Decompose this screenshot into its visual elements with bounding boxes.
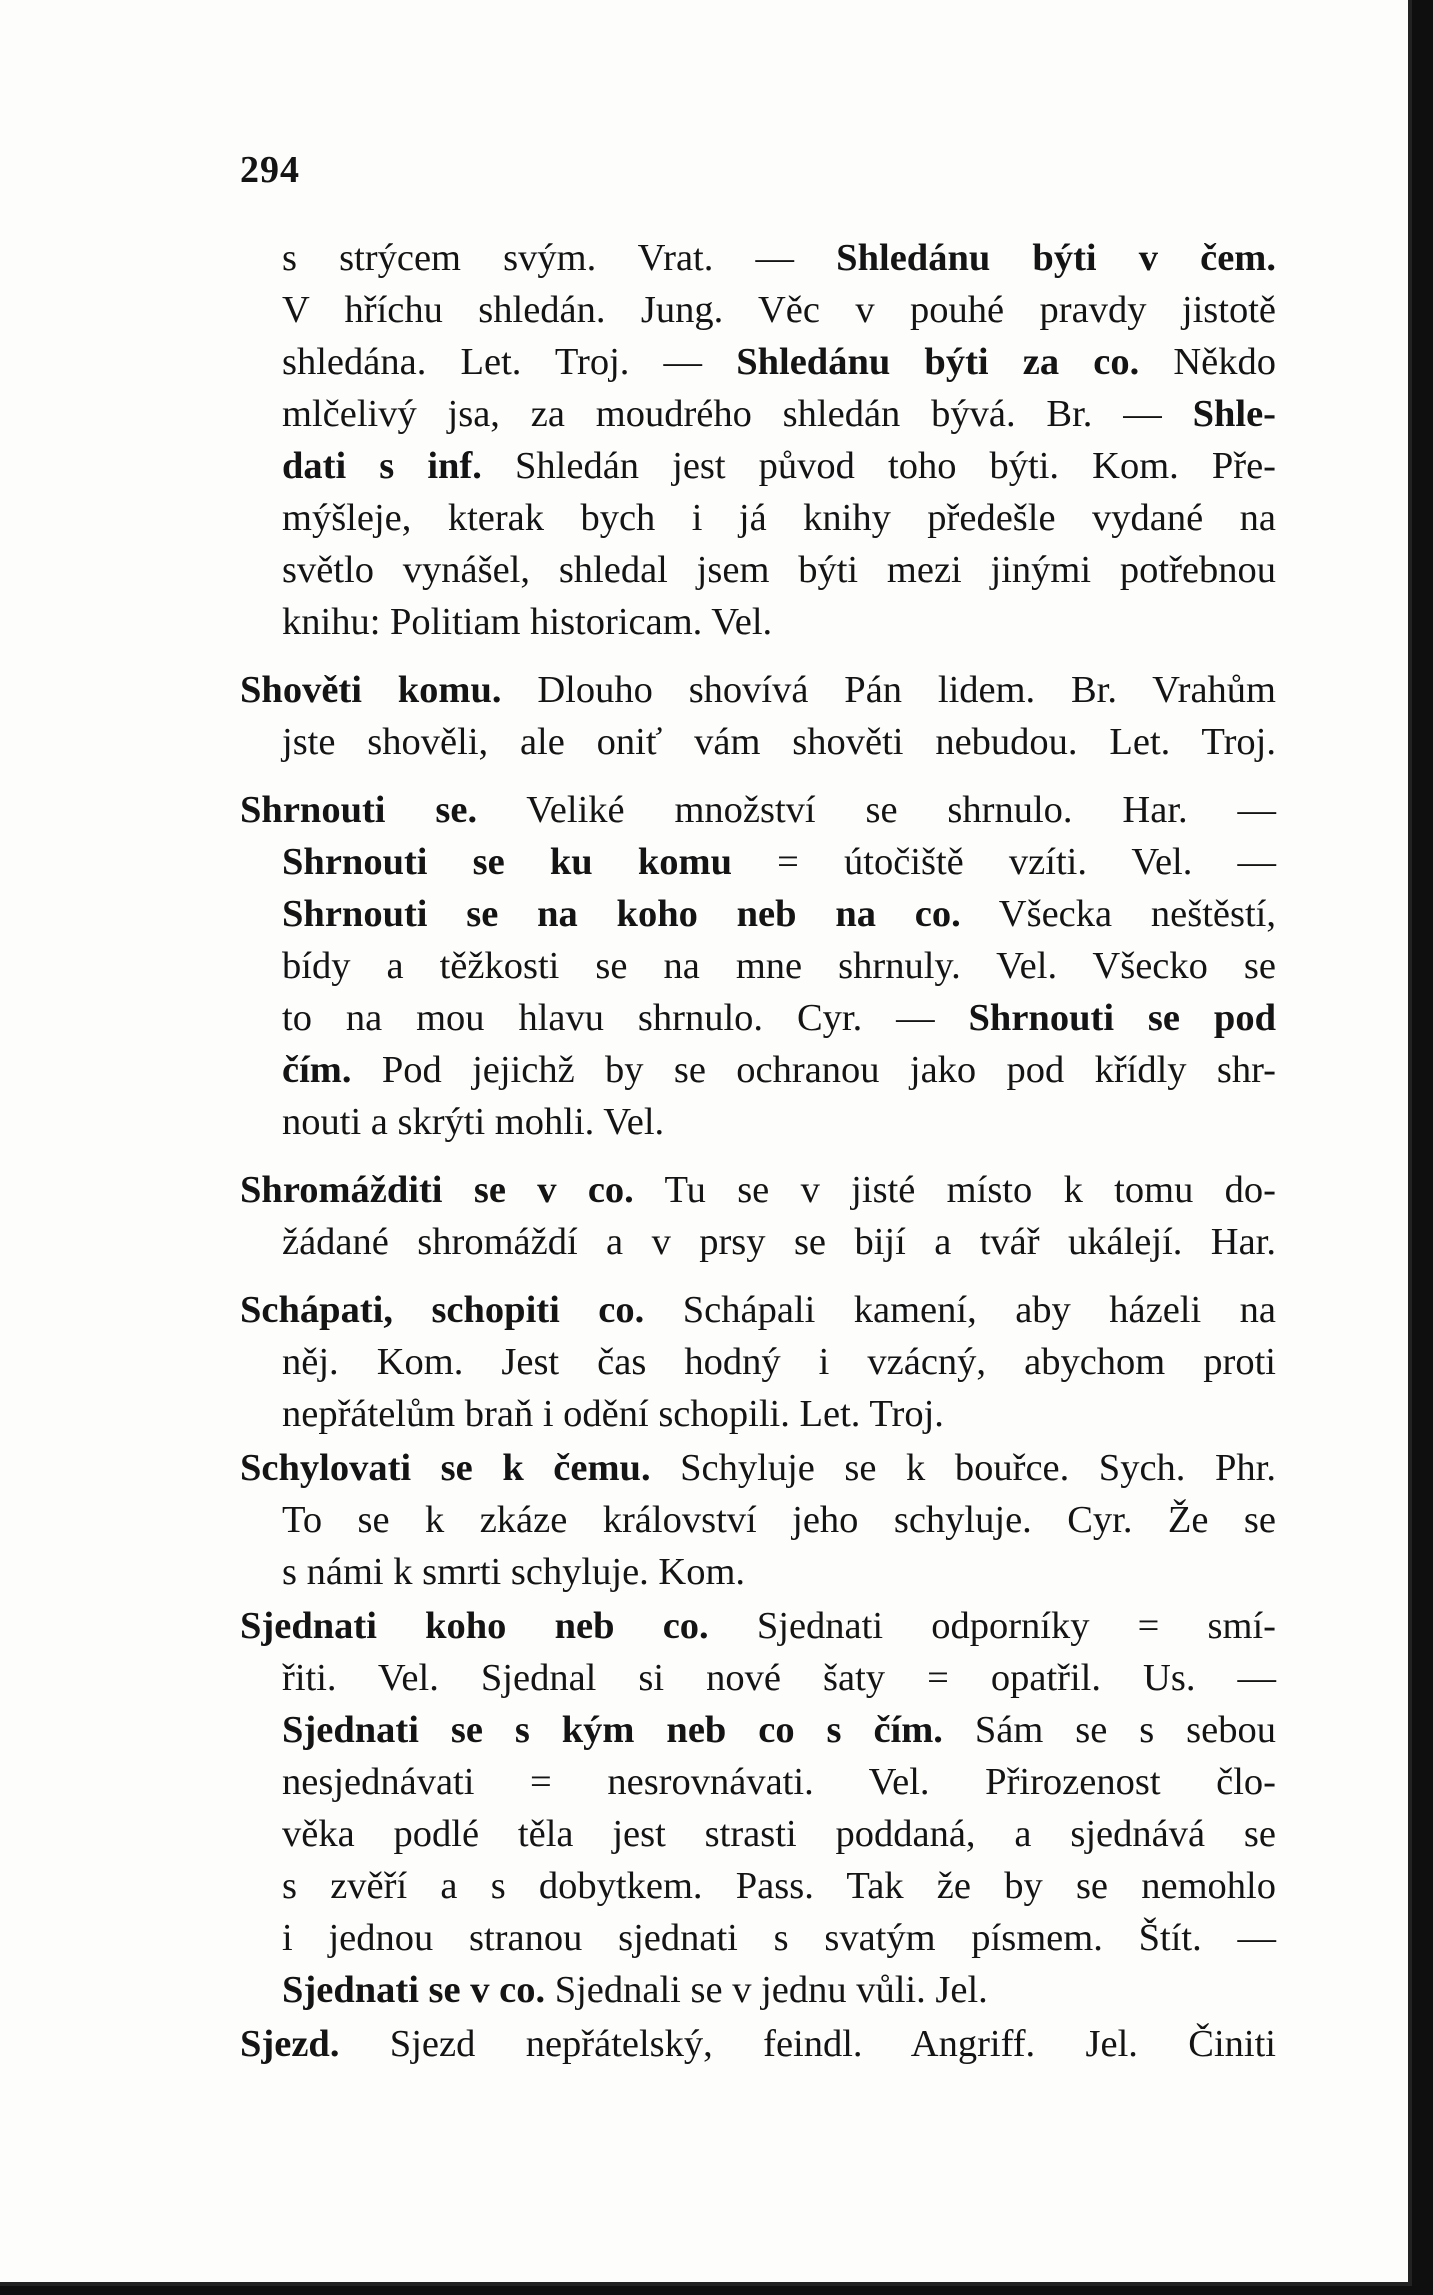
line-text: Sjednati odporníky = smí- [708,1605,1276,1647]
headword: Shromážditi se v co. [240,1169,634,1211]
text-line [282,1860,1276,1912]
line-text: shledána. Let. Troj. — [282,341,737,383]
scan-edge-right [1412,0,1433,2295]
line-text: i jednou stranou sjednati s svatým písmem. Štít. — [282,1917,1276,1959]
text-line [282,1704,1276,1756]
headword: dati s inf. [282,445,482,487]
entry-headline [240,1164,1276,1216]
line-text: Shledán jest původ toho býti. Kom. Pře- [481,445,1277,487]
headword: Shověti komu. [240,669,502,711]
text-line [282,388,1276,440]
headword: Sjednati se v co. [282,1969,546,2011]
headword: Shrnouti se na koho neb na co. [282,893,961,935]
entry-headline [240,1284,1276,1336]
line-text: Dlouho shovívá Pán lidem. Br. Vrahům [501,669,1276,711]
line-text: bídy a těžkosti se na mne shrnuly. Vel. Všecko se [282,945,1276,987]
line-text: Sám se s sebou [942,1709,1276,1751]
entry-headline [240,664,1276,716]
headword: Schylovati se k čemu. [240,1447,651,1489]
text-line [282,1044,1276,1096]
line-text: nepřátelům braň i odění schopili. Let. Troj. [282,1393,944,1435]
line-text: Schápali kamení, aby házeli na [644,1289,1276,1331]
headword: Shledánu býti v čem. [836,237,1277,279]
text-line [282,992,1276,1044]
line-text: žádané shromáždí a v prsy se bijí a tvář ukálejí. Har. [282,1221,1276,1263]
line-text: mlčelivý jsa, za moudrého shledán bývá. Br. — [282,393,1193,435]
entry-headline [240,2018,1276,2070]
line-text: s strýcem svým. Vrat. — [282,237,837,279]
line-text: Všecka neštěstí, [960,893,1276,935]
text-line [282,596,772,648]
line-text: s zvěří a s dobytkem. Pass. Tak že by se nemohlo [282,1865,1276,1907]
scan-edge-bottom [0,2286,1433,2295]
headword: Sjednati se s kým neb co s čím. [282,1709,943,1751]
line-text: Někdo [1139,341,1276,383]
text-line [282,1546,745,1598]
text-line [282,888,1276,940]
text-line [282,440,1276,492]
text-line [282,940,1276,992]
text-line [282,1096,664,1148]
line-text: nesjednávati = nesrovnávati. Vel. Přirozenost člo- [282,1761,1276,1803]
line-text: Veliké množství se shrnulo. Har. — [477,789,1277,831]
line-text: = útočiště vzíti. Vel. — [732,841,1277,883]
text-line [282,836,1276,888]
line-text: knihu: Politiam historicam. Vel. [282,601,773,643]
headword: Shrnouti se ku komu [282,841,732,883]
line-text: Sjezd nepřátelský, feindl. Angriff. Jel. Činiti [339,2023,1276,2065]
headword: Shledánu býti za co. [736,341,1140,383]
text-line [282,544,1276,596]
text-line [282,1494,1276,1546]
text-line [282,284,1276,336]
entry-headline [240,1600,1276,1652]
text-line [282,1652,1276,1704]
line-text: řiti. Vel. Sjednal si nové šaty = opatřil. Us. — [282,1657,1276,1699]
text-line [282,716,1276,768]
text-line [282,232,1276,284]
headword: Shle- [1192,393,1276,435]
line-text: V hříchu shledán. Jung. Věc v pouhé pravdy jistotě [282,289,1276,331]
headword: čím. [282,1049,352,1091]
line-text: věka podlé těla jest strasti poddaná, a sjednává se [282,1813,1276,1855]
text-line [282,1388,944,1440]
text-line [282,1912,1276,1964]
line-text: světlo vynášel, shledal jsem býti mezi jinými potřebnou [282,549,1276,591]
line-text: nouti a skrýti mohli. Vel. [282,1101,665,1143]
headword: Shrnouti se. [240,789,478,831]
line-text: Schyluje se k bouřce. Sych. Phr. [650,1447,1276,1489]
line-text: něj. Kom. Jest čas hodný i vzácný, abychom proti [282,1341,1276,1383]
text-line [282,1336,1276,1388]
text-line [282,1216,1276,1268]
page-number: 294 [240,149,300,191]
line-text: jste shověli, ale oniť vám shověti nebudou. Let. Troj. [282,721,1276,763]
entry-headline [240,1442,1276,1494]
line-text: Pod jejichž by se ochranou jako pod křídly shr- [351,1049,1276,1091]
line-text: to na mou hlavu shrnulo. Cyr. — [282,997,969,1039]
text-line [282,492,1276,544]
line-text: Sjednali se v jednu vůli. Jel. [545,1969,988,2011]
text-line [282,336,1276,388]
line-text: To se k zkáze království jeho schyluje. Cyr. Že se [282,1499,1276,1541]
headword: Schápati, schopiti co. [240,1289,645,1331]
line-text: s námi k smrti schyluje. Kom. [282,1551,746,1593]
text-line [282,1756,1276,1808]
text-line [282,1808,1276,1860]
text-line [282,1964,988,2016]
line-text: Tu se v jisté místo k tomu do- [633,1169,1276,1211]
entry-headline [240,784,1276,836]
headword: Shrnouti se pod [968,997,1276,1039]
line-text: mýšleje, kterak bych i já knihy předešle vydané na [282,497,1276,539]
headword: Sjednati koho neb co. [240,1605,709,1647]
headword: Sjezd. [240,2023,340,2065]
